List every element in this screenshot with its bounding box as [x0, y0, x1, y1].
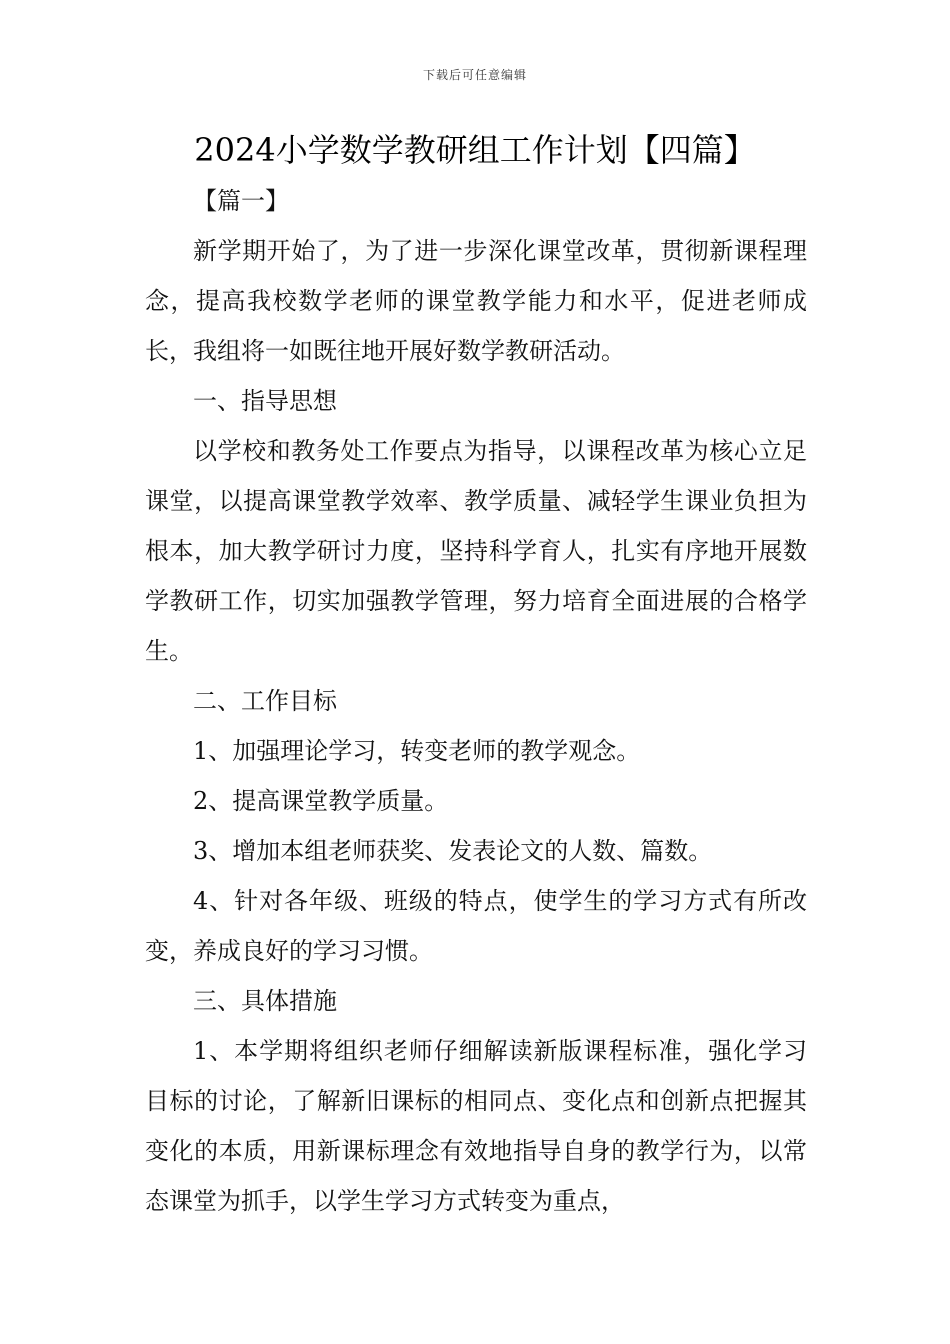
document-body: [145, 176, 807, 1226]
part-label: 【篇一】: [193, 187, 289, 215]
paragraph-guiding-ideology: 以学校和教务处工作要点为指导，以课程改革为核心立足课堂，以提高课堂教学效率、教学质量、减轻学生课业负担为根本，加大教学研讨力度，坚持科学育人，扎实有序地开展数学教研工作，切实加强教学管理，努力培育全面进展的合格学生。: [145, 437, 807, 665]
header-note: 下载后可任意编辑: [422, 68, 527, 82]
goal-item-2: 2、提高课堂教学质量。: [193, 787, 449, 815]
section-heading-measures: 三、具体措施: [193, 987, 337, 1015]
measure-item-1: 1、本学期将组织老师仔细解读新版课程标准，强化学习目标的讨论，了解新旧课标的相同点、变化点和创新点把握其变化的本质，用新课标理念有效地指导自身的教学行为，以常态课堂为抓手，以学生学习方式转变为重点，: [145, 1037, 807, 1215]
goal-item-4: 4、针对各年级、班级的特点，使学生的学习方式有所改变，养成良好的学习习惯。: [145, 887, 807, 965]
document-title: 2024小学数学教研组工作计划【四篇】: [194, 131, 756, 169]
paragraph-intro: 新学期开始了，为了进一步深化课堂改革，贯彻新课程理念，提高我校数学老师的课堂教学能力和水平，促进老师成长，我组将一如既往地开展好数学教研活动。: [145, 237, 807, 365]
section-heading-work-goals: 二、工作目标: [193, 687, 337, 715]
section-heading-guiding-ideology: 一、指导思想: [193, 387, 337, 415]
goal-item-3: 3、增加本组老师获奖、发表论文的人数、篇数。: [193, 837, 713, 865]
goal-item-1: 1、加强理论学习，转变老师的教学观念。: [193, 737, 641, 765]
